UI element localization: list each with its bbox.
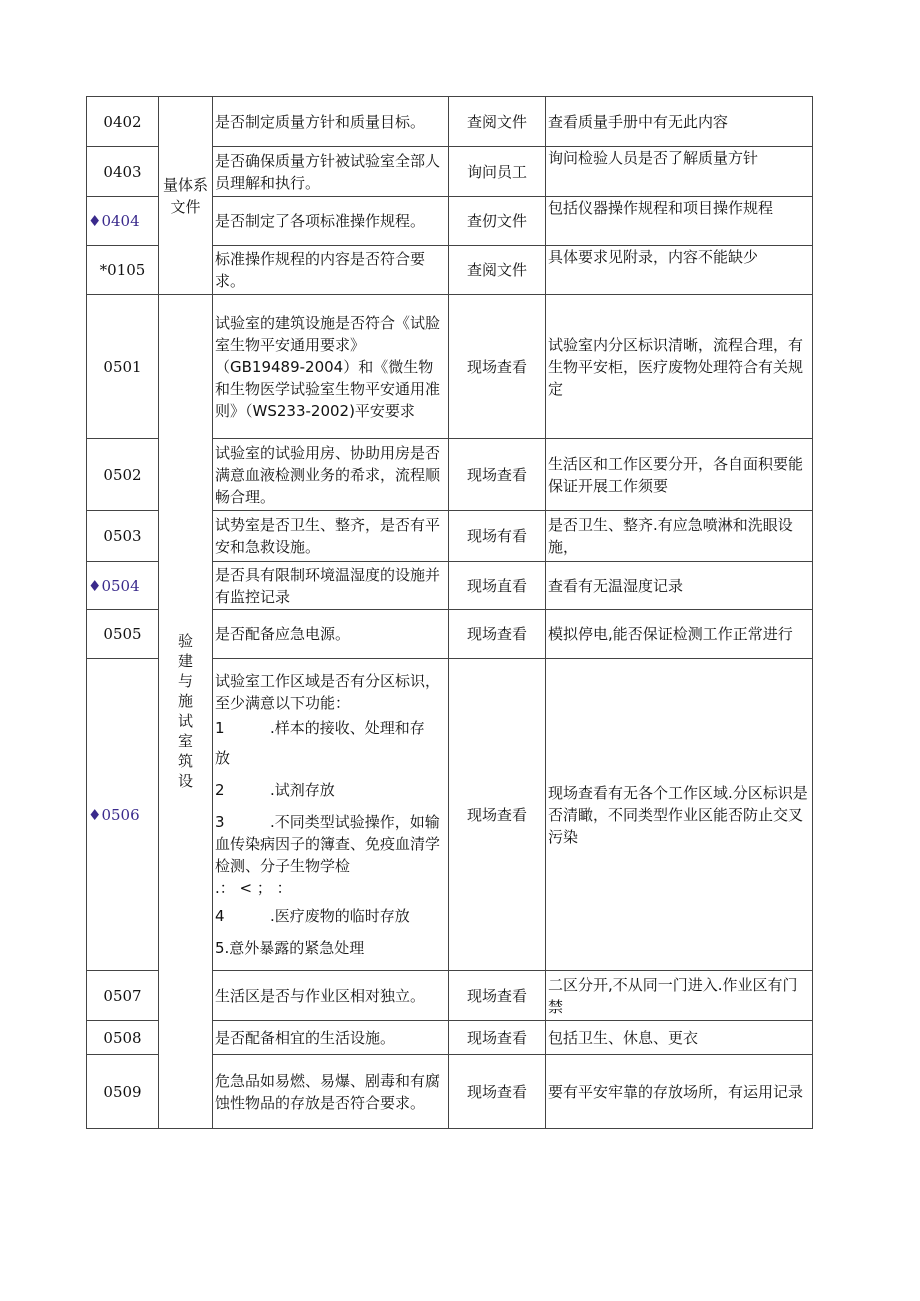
check-note: 查看有无温湿度记录 [546, 562, 813, 610]
item-code: *0105 [87, 246, 159, 295]
item-code: 0503 [87, 511, 159, 562]
check-method: 询问员工 [449, 147, 546, 197]
sub-item-text: .： < ； ： [215, 879, 292, 897]
item-code: 0505 [87, 610, 159, 659]
item-intro: 试验室工作区域是否有分区标识，至少满意以下功能： [215, 672, 441, 712]
check-method: 查阅文件 [449, 246, 546, 295]
check-method: 现场查看 [449, 1021, 546, 1055]
check-note: 询问检验人员是否了解质量方针 [546, 147, 813, 197]
check-method: 现场查看 [449, 1055, 546, 1129]
check-note: 包括卫生、休息、更衣 [546, 1021, 813, 1055]
sub-item-text: .试剂存放 [270, 781, 335, 799]
check-item [213, 659, 449, 971]
check-note: 二区分开,不从同一门进入.作业区有门禁 [546, 971, 813, 1021]
sub-item [215, 811, 446, 877]
check-method: 查仞文件 [449, 197, 546, 246]
sub-item-text: .医疗废物的临时存放 [270, 907, 410, 925]
inspection-table [86, 96, 813, 1129]
check-note: 试验室内分区标识清晰，流程合理，有生物平安柜，医疗废物处理符合有关规定 [546, 295, 813, 439]
check-note: 查看质量手册中有无此内容 [546, 97, 813, 147]
check-note: 生活区和工作区要分开，各自面积要能保证开展工作须要 [546, 439, 813, 511]
check-method: 现场查看 [449, 659, 546, 971]
check-item: 试验室的建筑设施是否符合《试脸室生物平安通用要求》（GB19489-2004）和《微生物和生物医学试验室生物平安通用准则》（WS233-2002)平安要求 [213, 295, 449, 439]
check-method: 现场直看 [449, 562, 546, 610]
item-code: ♦0404 [87, 197, 159, 246]
category-label: 量体系文件 [162, 175, 208, 216]
check-item: 是否确保质量方针被试验室全部人员理解和执行。 [213, 147, 449, 197]
category-cell [159, 295, 213, 1129]
check-note: 是否卫生、整齐.有应急喷淋和洗眼设施， [546, 511, 813, 562]
check-method: 现场有看 [449, 511, 546, 562]
check-note: 模拟停电,能否保证检测工作正常进行 [546, 610, 813, 659]
sub-item [215, 779, 446, 801]
item-code: 0509 [87, 1055, 159, 1129]
sub-item-text: .不同类型试验操作，如输血传染病因子的簿查、免疫血清学检测、分子生物学检 [215, 813, 441, 875]
check-method: 查阅文件 [449, 97, 546, 147]
check-item: 标准操作规程的内容是否符合要求。 [213, 246, 449, 295]
check-item: 试验室的试验用房、协助用房是否满意血液检测业务的希求，流程顺畅合理。 [213, 439, 449, 511]
check-item: 危急品如易燃、易爆、剧毒和有腐蚀性物品的存放是否符合要求。 [213, 1055, 449, 1129]
sub-item-text: .样本的接收、处理和存 [270, 719, 425, 737]
check-note: 具体要求见附录，内容不能缺少 [546, 246, 813, 295]
check-note: 现场查看有无各个工作区域.分区标识是否清瞰，不同类型作业区能否防止交叉污染 [546, 659, 813, 971]
check-item: 是否配备相宜的生活设施。 [213, 1021, 449, 1055]
sub-item [215, 717, 446, 739]
sub-item-text: 5.意外暴露的紧急处理 [215, 939, 365, 957]
category-label: 验建与施试室筑设 [177, 632, 193, 790]
sub-item-number: 1 [215, 719, 225, 737]
sub-item-text: 放 [215, 749, 231, 767]
check-method: 现场查看 [449, 971, 546, 1021]
check-item: 是否制定了各项标准操作规程。 [213, 197, 449, 246]
sub-item-number: 3 [215, 813, 225, 831]
check-item: 生活区是否与作业区相对独立。 [213, 971, 449, 1021]
item-code: 0501 [87, 295, 159, 439]
sub-item [215, 905, 446, 927]
check-note: 要有平安牢靠的存放场所，有运用记录 [546, 1055, 813, 1129]
item-code: 0402 [87, 97, 159, 147]
item-code: 0502 [87, 439, 159, 511]
check-item: 是否具有限制环境温湿度的设施并有监控记录 [213, 562, 449, 610]
check-item: 试势室是否卫生、整齐，是否有平安和急救设施。 [213, 511, 449, 562]
item-code: 0403 [87, 147, 159, 197]
check-item: 是否配备应急电源。 [213, 610, 449, 659]
check-method: 现场查看 [449, 610, 546, 659]
item-code: 0507 [87, 971, 159, 1021]
sub-item-number: 4 [215, 907, 225, 925]
check-note: 包括仪器操作规程和项目操作规程 [546, 197, 813, 246]
item-code: ♦0504 [87, 562, 159, 610]
category-cell [159, 97, 213, 295]
item-code: 0508 [87, 1021, 159, 1055]
check-item: 是否制定质量方针和质量目标。 [213, 97, 449, 147]
item-code: ♦0506 [87, 659, 159, 971]
table-row [87, 295, 813, 439]
check-method: 现场查看 [449, 295, 546, 439]
sub-item-number: 2 [215, 781, 225, 799]
table-row [87, 97, 813, 147]
check-method: 现场查看 [449, 439, 546, 511]
